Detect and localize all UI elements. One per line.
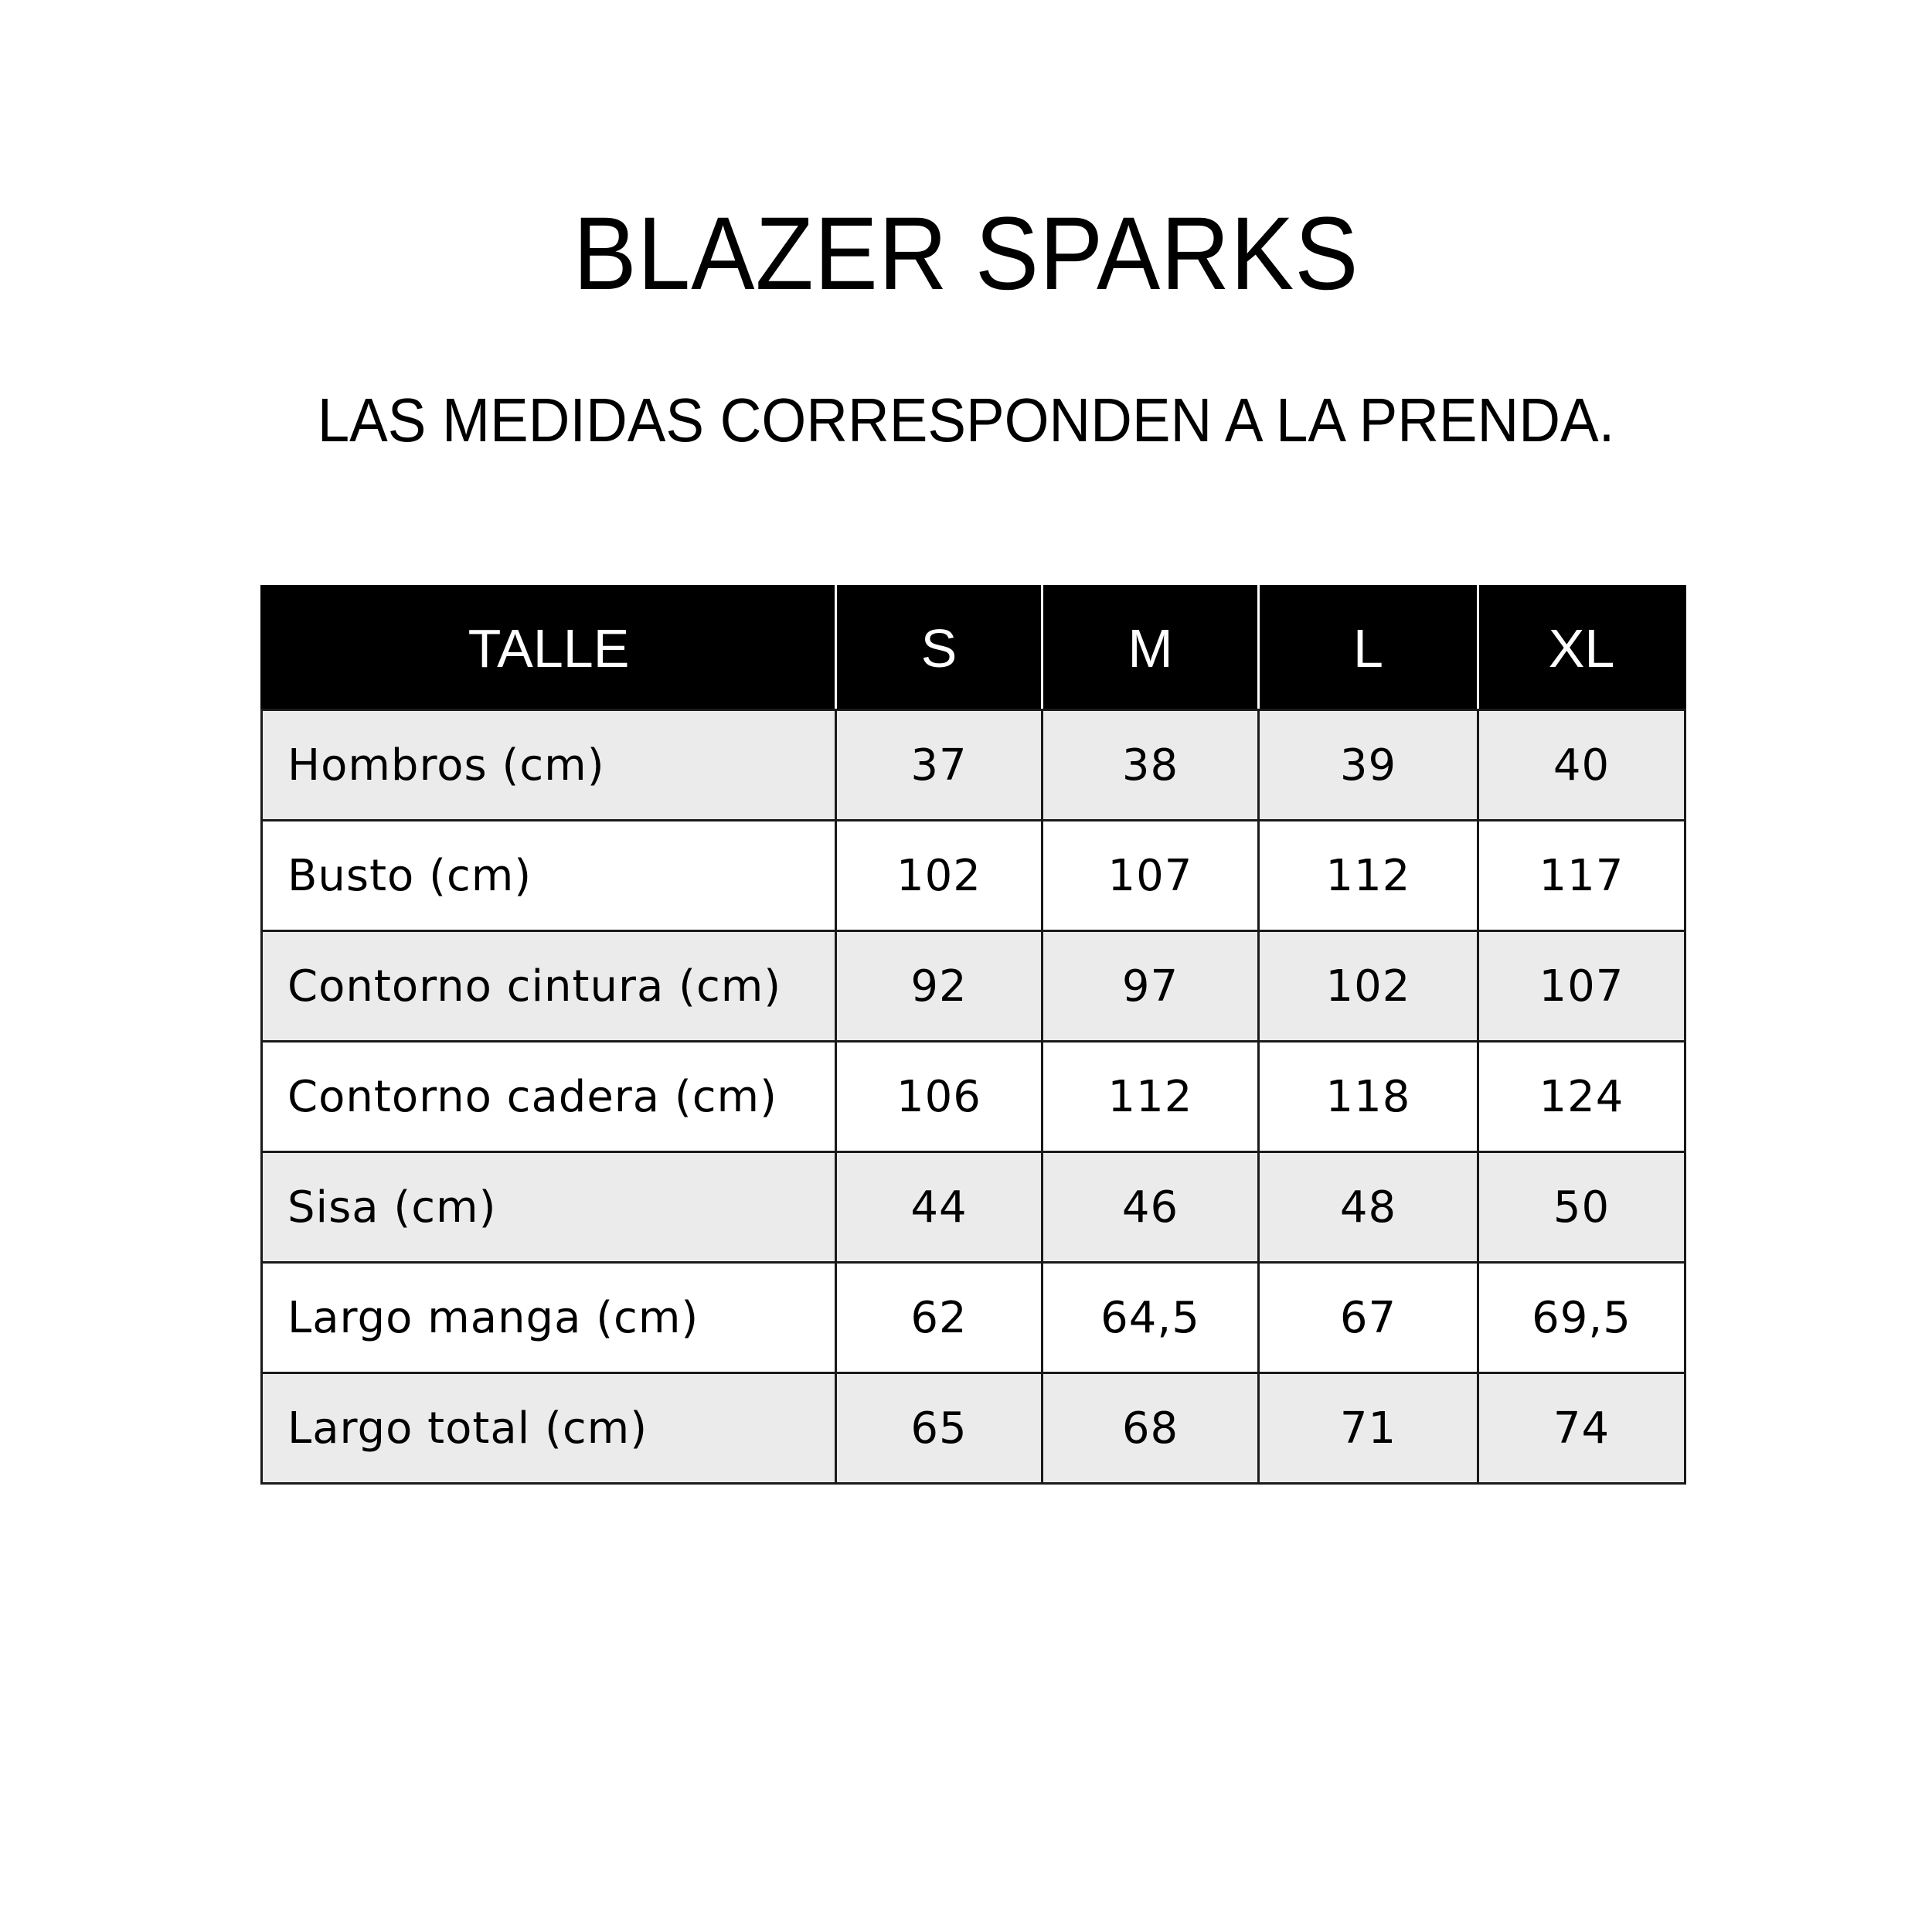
- cell-value: 97: [1043, 931, 1259, 1042]
- header-size-s: S: [836, 587, 1043, 710]
- header-size-l: L: [1259, 587, 1478, 710]
- cell-value: 62: [836, 1263, 1043, 1373]
- cell-value: 118: [1259, 1042, 1478, 1152]
- header-label-talle: TALLE: [262, 587, 836, 710]
- table-row: [262, 1152, 1685, 1263]
- cell-value: 46: [1043, 1152, 1259, 1263]
- table-header-row: [262, 587, 1685, 710]
- cell-value: 39: [1259, 710, 1478, 821]
- row-label: Contorno cintura (cm): [262, 931, 836, 1042]
- cell-value: 64,5: [1043, 1263, 1259, 1373]
- cell-value: 37: [836, 710, 1043, 821]
- cell-value: 107: [1043, 821, 1259, 931]
- cell-value: 67: [1259, 1263, 1478, 1373]
- table-row: [262, 931, 1685, 1042]
- cell-value: 117: [1478, 821, 1685, 931]
- cell-value: 50: [1478, 1152, 1685, 1263]
- cell-value: 74: [1478, 1373, 1685, 1484]
- table-row: [262, 1373, 1685, 1484]
- row-label: Busto (cm): [262, 821, 836, 931]
- row-label: Contorno cadera (cm): [262, 1042, 836, 1152]
- row-label: Largo manga (cm): [262, 1263, 836, 1373]
- cell-value: 68: [1043, 1373, 1259, 1484]
- table-row: [262, 1042, 1685, 1152]
- cell-value: 102: [836, 821, 1043, 931]
- table-row: [262, 1263, 1685, 1373]
- cell-value: 92: [836, 931, 1043, 1042]
- cell-value: 106: [836, 1042, 1043, 1152]
- header-size-xl: XL: [1478, 587, 1685, 710]
- page-subtitle: LAS MEDIDAS CORRESPONDEN A LA PRENDA.: [317, 386, 1615, 454]
- row-label: Sisa (cm): [262, 1152, 836, 1263]
- table-row: [262, 821, 1685, 931]
- cell-value: 38: [1043, 710, 1259, 821]
- cell-value: 124: [1478, 1042, 1685, 1152]
- cell-value: 69,5: [1478, 1263, 1685, 1373]
- row-label: Largo total (cm): [262, 1373, 836, 1484]
- page-title: BLAZER SPARKS: [573, 196, 1359, 311]
- cell-value: 65: [836, 1373, 1043, 1484]
- size-chart-table: [260, 585, 1686, 1485]
- cell-value: 44: [836, 1152, 1043, 1263]
- cell-value: 48: [1259, 1152, 1478, 1263]
- cell-value: 40: [1478, 710, 1685, 821]
- cell-value: 107: [1478, 931, 1685, 1042]
- header-size-m: M: [1043, 587, 1259, 710]
- row-label: Hombros (cm): [262, 710, 836, 821]
- table-row: [262, 710, 1685, 821]
- cell-value: 102: [1259, 931, 1478, 1042]
- cell-value: 71: [1259, 1373, 1478, 1484]
- cell-value: 112: [1043, 1042, 1259, 1152]
- cell-value: 112: [1259, 821, 1478, 931]
